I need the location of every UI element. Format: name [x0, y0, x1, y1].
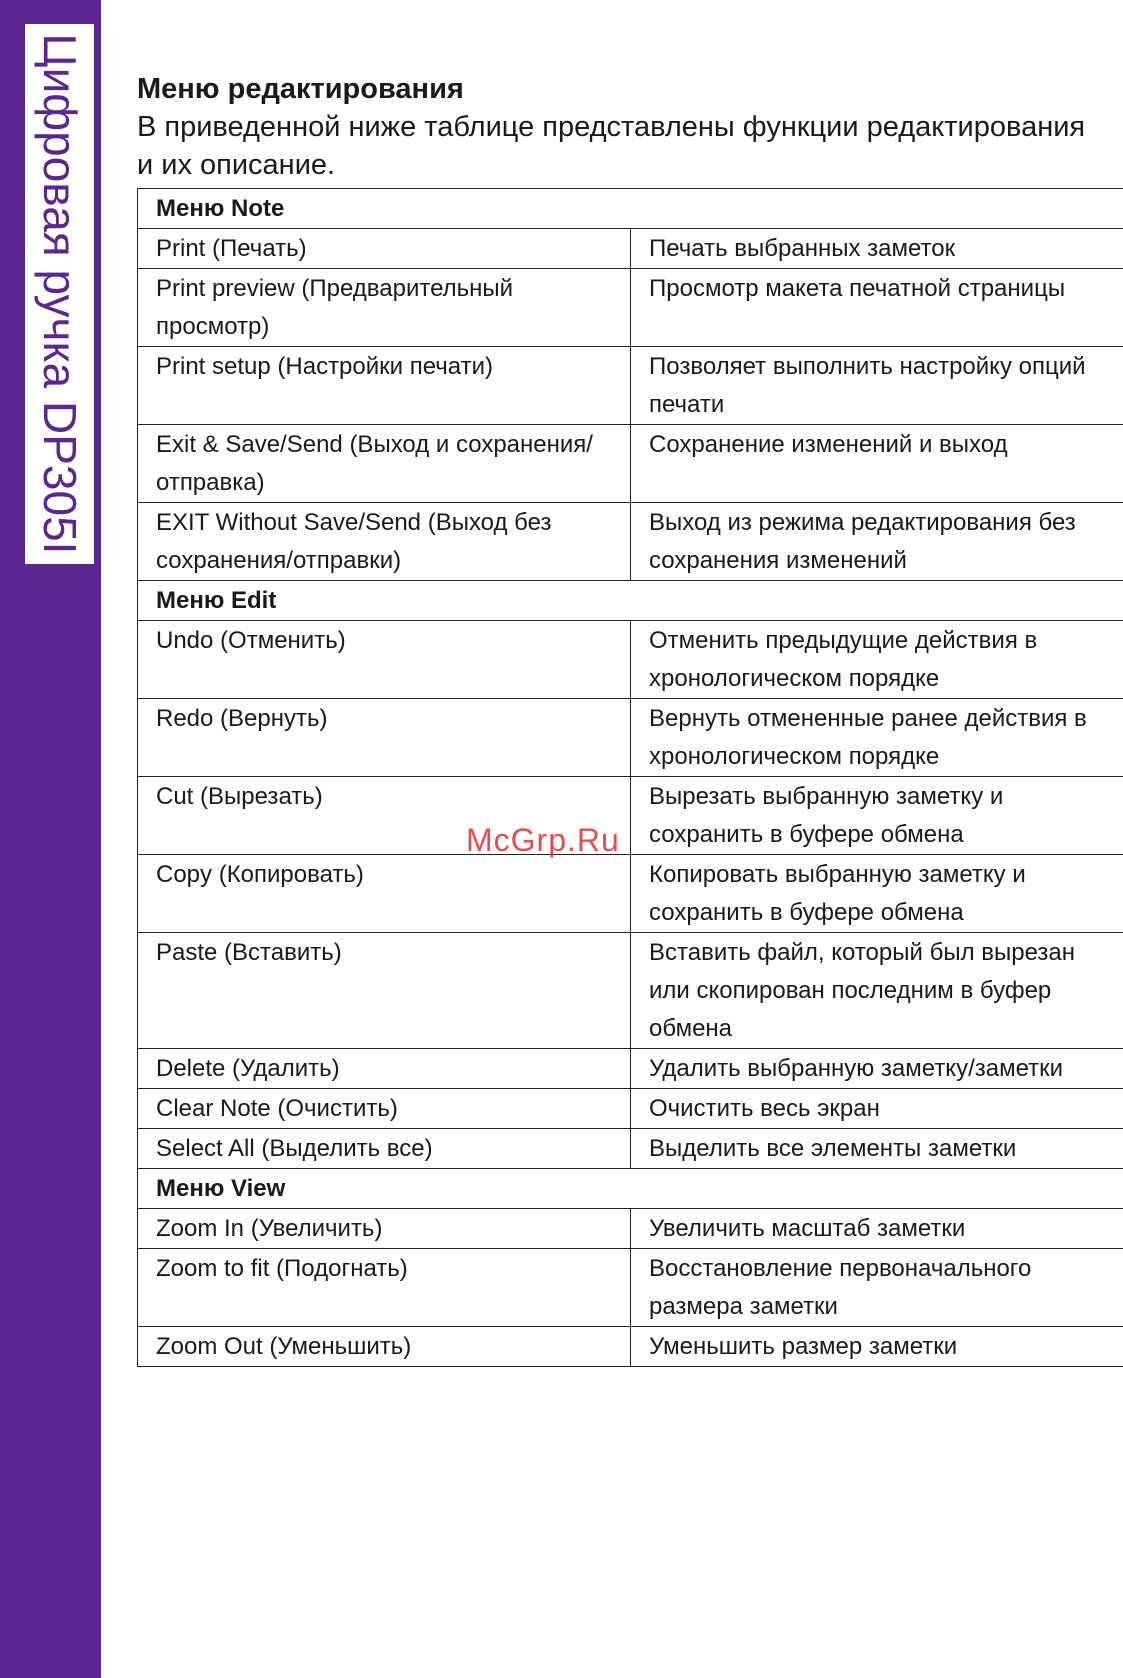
description-cell: Очистить весь экран — [631, 1089, 1123, 1129]
function-cell: Undo (Отменить) — [138, 621, 631, 699]
description-cell: Отменить предыдущие действия в хронологическом порядке — [631, 621, 1123, 699]
description-cell: Восстановление первоначального размера заметки — [631, 1249, 1123, 1327]
side-label: Цифровая ручка DP305I — [33, 33, 86, 555]
description-cell: Увеличить масштаб заметки — [631, 1209, 1123, 1249]
section-title-edit: Меню Edit — [138, 581, 1123, 621]
table-row — [138, 777, 1123, 855]
section-title-note: Меню Note — [138, 189, 1123, 229]
table-row — [138, 503, 1123, 581]
function-cell: Select All (Выделить все) — [138, 1129, 631, 1169]
table-row — [138, 269, 1123, 347]
description-cell: Выход из режима редактирования без сохранения изменений — [631, 503, 1123, 581]
table-row — [138, 621, 1123, 699]
function-cell: Clear Note (Очистить) — [138, 1089, 631, 1129]
section-row — [138, 1169, 1123, 1209]
table-row — [138, 1209, 1123, 1249]
page-title: Меню редактирования — [137, 73, 464, 105]
description-cell: Вставить файл, который был вырезан или скопирован последним в буфер обмена — [631, 933, 1123, 1049]
side-bar — [0, 0, 101, 1678]
description-cell: Уменьшить размер заметки — [631, 1327, 1123, 1367]
table-row — [138, 1327, 1123, 1367]
function-cell: Print preview (Предварительный просмотр) — [138, 269, 631, 347]
function-cell: Zoom Out (Уменьшить) — [138, 1327, 631, 1367]
table-row — [138, 347, 1123, 425]
section-title-view: Меню View — [138, 1169, 1123, 1209]
description-cell: Копировать выбранную заметку и сохранить в буфере обмена — [631, 855, 1123, 933]
function-cell: Redo (Вернуть) — [138, 699, 631, 777]
intro-text: В приведенной ниже таблице представлены функции редактирования и их описание. — [137, 111, 1086, 181]
description-cell: Удалить выбранную заметку/заметки — [631, 1049, 1123, 1089]
table-row — [138, 1249, 1123, 1327]
function-cell: Print (Печать) — [138, 229, 631, 269]
function-cell: Copy (Копировать) — [138, 855, 631, 933]
section-row — [138, 581, 1123, 621]
function-cell: Zoom In (Увеличить) — [138, 1209, 631, 1249]
description-cell: Позволяет выполнить настройку опций печати — [631, 347, 1123, 425]
menu-table — [137, 188, 1123, 1367]
description-cell: Печать выбранных заметок — [631, 229, 1123, 269]
table-row — [138, 699, 1123, 777]
description-cell: Сохранение изменений и выход — [631, 425, 1123, 503]
description-cell: Просмотр макета печатной страницы — [631, 269, 1123, 347]
table-row — [138, 1049, 1123, 1089]
description-cell: Выделить все элементы заметки — [631, 1129, 1123, 1169]
table-row — [138, 229, 1123, 269]
description-cell: Вернуть отмененные ранее действия в хронологическом порядке — [631, 699, 1123, 777]
function-cell: Cut (Вырезать) — [138, 777, 631, 855]
watermark: McGrp.Ru — [466, 822, 620, 858]
table-row — [138, 1089, 1123, 1129]
section-row — [138, 189, 1123, 229]
side-label-box — [25, 24, 94, 564]
function-cell: Zoom to fit (Подогнать) — [138, 1249, 631, 1327]
table-row — [138, 855, 1123, 933]
function-cell: Delete (Удалить) — [138, 1049, 631, 1089]
table-row — [138, 425, 1123, 503]
description-cell: Вырезать выбранную заметку и сохранить в буфере обмена — [631, 777, 1123, 855]
function-cell: Print setup (Настройки печати) — [138, 347, 631, 425]
table-row — [138, 1129, 1123, 1169]
content — [137, 70, 1123, 184]
function-cell: Paste (Вставить) — [138, 933, 631, 1049]
function-cell: EXIT Without Save/Send (Выход без сохранения/отправки) — [138, 503, 631, 581]
function-cell: Exit & Save/Send (Выход и сохранения/отправка) — [138, 425, 631, 503]
table-row — [138, 933, 1123, 1049]
